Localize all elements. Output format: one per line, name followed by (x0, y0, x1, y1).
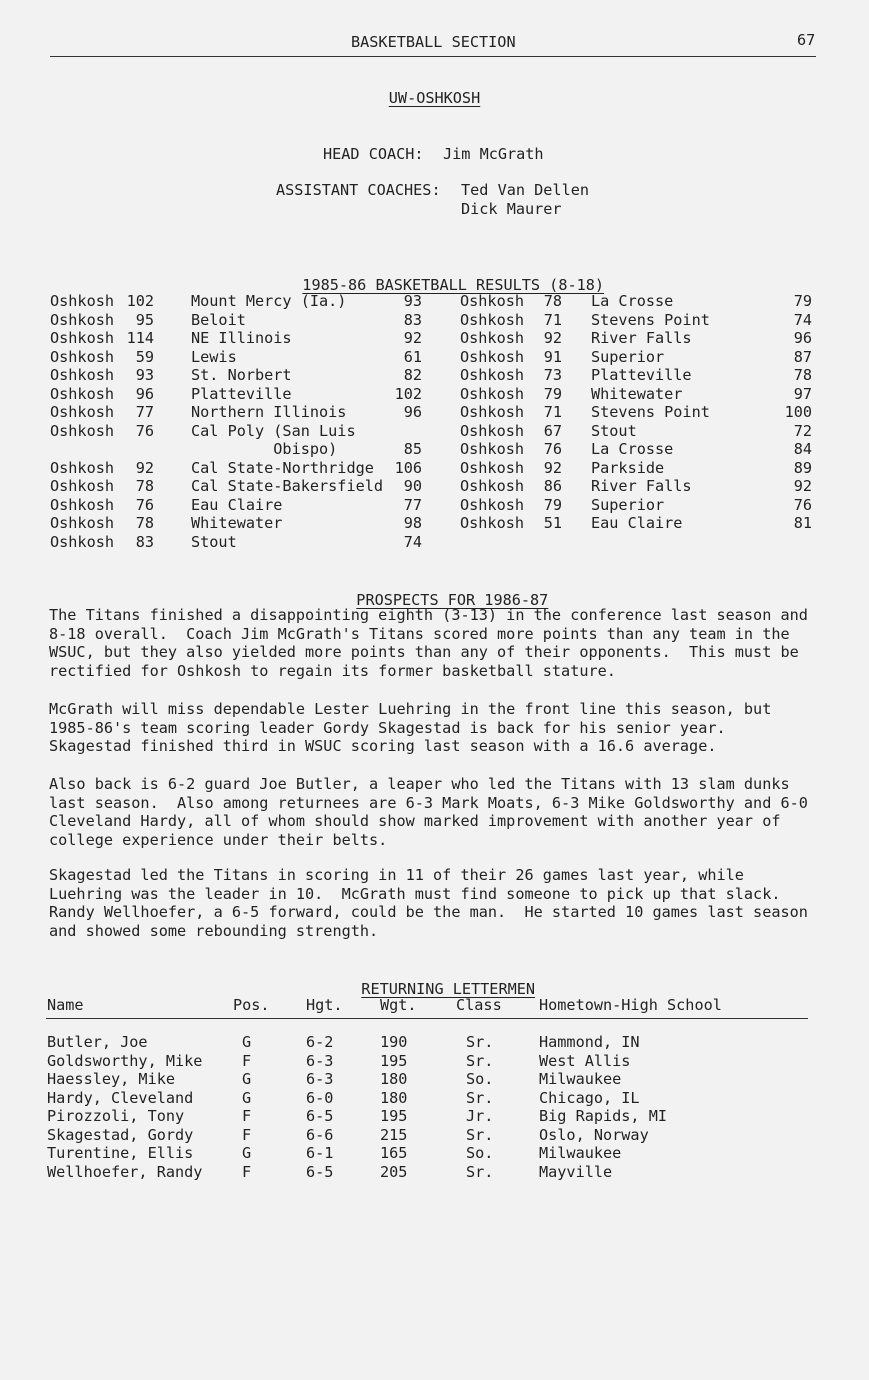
result-score: 79 (543, 384, 562, 403)
section-title: BASKETBALL SECTION (351, 33, 516, 51)
result-team: Oshkosh (460, 366, 525, 384)
result-score: 71 (543, 310, 562, 329)
result-team: Oshkosh (460, 421, 525, 440)
result-opponent: Superior (591, 347, 665, 366)
result-score: 92 (543, 329, 562, 347)
lettermen-cell: 6-2 (306, 1033, 334, 1051)
prospects-line: last season. Also among returnees are 6-3 Mark Moats, 6-3 Mike Goldsworthy and 6-0 (49, 793, 808, 812)
result-team: Oshkosh (50, 532, 115, 551)
prospects-line: Luehring was the leader in 10. McGrath must find someone to pick up that slack. (49, 884, 781, 903)
school-title: UW-OSHKOSH (388, 89, 481, 107)
lettermen-table-rule (46, 1018, 808, 1019)
lettermen-cell: Wellhoefer, Randy (47, 1162, 203, 1181)
lettermen-cell: Pirozzoli, Tony (47, 1107, 185, 1125)
prospects-line: The Titans finished a disappointing eighth (3-13) in the conference last season and (49, 606, 808, 624)
lettermen-cell: West Allis (539, 1051, 631, 1070)
lettermen-cell: 6-5 (306, 1162, 334, 1181)
lettermen-column-header: Name (47, 996, 84, 1014)
lettermen-cell: Milwaukee (539, 1070, 622, 1088)
result-team: Oshkosh (50, 384, 115, 403)
result-opponent-score: 74 (403, 532, 422, 551)
lettermen-cell: So. (466, 1144, 494, 1162)
result-score: 67 (543, 421, 562, 440)
result-opponent: River Falls (591, 329, 692, 347)
lettermen-cell: F (242, 1125, 252, 1144)
lettermen-column-header: Hometown-High School (539, 996, 722, 1014)
lettermen-cell: Oslo, Norway (539, 1125, 649, 1144)
result-opponent: Mount Mercy (Ia.) (191, 292, 347, 310)
prospects-line: 1985-86's team scoring leader Gordy Skagestad is back for his senior year. (49, 718, 726, 737)
result-score: 76 (135, 421, 154, 440)
result-opponent-score: 89 (793, 458, 812, 477)
lettermen-cell: F (242, 1107, 252, 1125)
result-opponent-score: 92 (403, 329, 422, 347)
lettermen-cell: Sr. (466, 1033, 494, 1051)
result-opponent-score: 81 (793, 514, 812, 532)
lettermen-cell: Sr. (466, 1051, 494, 1070)
result-score: 51 (543, 514, 562, 532)
result-opponent-score: 79 (793, 292, 812, 310)
result-opponent-score: 72 (793, 421, 812, 440)
result-team: Oshkosh (50, 458, 115, 477)
head-coach-label: HEAD COACH: (323, 145, 424, 163)
result-score: 76 (135, 495, 154, 514)
lettermen-cell: Hardy, Cleveland (47, 1088, 194, 1107)
result-score: 92 (543, 458, 562, 477)
result-opponent-score: 102 (394, 384, 422, 403)
lettermen-column-header: Hgt. (306, 996, 343, 1014)
result-opponent: Parkside (591, 458, 665, 477)
result-opponent: Platteville (191, 384, 292, 403)
lettermen-cell: Haessley, Mike (47, 1070, 176, 1088)
lettermen-cell: Sr. (466, 1088, 494, 1107)
results-heading-wrap (284, 257, 604, 294)
result-opponent: Whitewater (191, 514, 283, 532)
result-team: Oshkosh (50, 292, 115, 310)
lettermen-column-header: Class (456, 996, 502, 1014)
result-team: Oshkosh (460, 292, 525, 310)
prospects-line: Skagestad finished third in WSUC scoring last season with a 16.6 average. (49, 737, 717, 755)
result-opponent: NE Illinois (191, 329, 292, 347)
result-opponent: Whitewater (591, 384, 683, 403)
result-score: 77 (135, 403, 154, 421)
result-opponent: St. Norbert (191, 366, 292, 384)
result-opponent-score: 78 (793, 366, 812, 384)
lettermen-cell: 215 (380, 1125, 408, 1144)
result-team: Oshkosh (460, 384, 525, 403)
header-rule (50, 56, 816, 57)
result-score: 93 (135, 366, 154, 384)
result-opponent: Superior (591, 495, 665, 514)
lettermen-cell: Hammond, IN (539, 1033, 640, 1051)
prospects-line: Randy Wellhoefer, a 6-5 forward, could be the man. He started 10 games last season (49, 903, 808, 921)
result-opponent: River Falls (591, 477, 692, 495)
result-opponent: Cal State-Bakersfield (191, 477, 384, 495)
result-opponent: Obispo) (191, 440, 338, 458)
lettermen-heading: RETURNING LETTERMEN (361, 979, 536, 998)
lettermen-cell: 6-6 (306, 1125, 334, 1144)
result-score: 78 (135, 477, 154, 495)
result-score: 73 (543, 366, 562, 384)
prospects-line: Skagestad led the Titans in scoring in 11 of their 26 games last year, while (49, 866, 744, 884)
lettermen-cell: 195 (380, 1051, 408, 1070)
lettermen-heading-wrap (343, 961, 535, 998)
result-score: 102 (126, 292, 154, 310)
result-opponent-score: 83 (403, 310, 422, 329)
lettermen-cell: Chicago, IL (539, 1088, 640, 1107)
result-opponent: Cal Poly (San Luis (191, 421, 356, 440)
result-team: Oshkosh (460, 329, 525, 347)
lettermen-column-header: Pos. (233, 996, 270, 1014)
result-opponent-score: 96 (793, 329, 812, 347)
result-opponent-score: 76 (793, 495, 812, 514)
result-opponent: Stout (591, 421, 637, 440)
result-team: Oshkosh (50, 421, 115, 440)
results-heading: 1985-86 BASKETBALL RESULTS (8-18) (302, 275, 605, 294)
result-opponent: La Crosse (591, 440, 674, 458)
result-opponent: Platteville (591, 366, 692, 384)
lettermen-cell: G (242, 1144, 252, 1162)
result-team: Oshkosh (460, 477, 525, 495)
lettermen-cell: 190 (380, 1033, 408, 1051)
result-team: Oshkosh (50, 347, 115, 366)
prospects-line: and showed some rebounding strength. (49, 921, 379, 940)
result-opponent-score: 93 (403, 292, 422, 310)
lettermen-column-header: Wgt. (380, 996, 417, 1014)
result-score: 79 (543, 495, 562, 514)
result-opponent-score: 82 (403, 366, 422, 384)
prospects-line: Also back is 6-2 guard Joe Butler, a leaper who led the Titans with 13 slam dunks (49, 775, 790, 793)
result-opponent-score: 77 (403, 495, 422, 514)
result-score: 71 (543, 403, 562, 421)
result-opponent-score: 85 (403, 440, 422, 458)
lettermen-cell: 195 (380, 1107, 408, 1125)
lettermen-cell: 180 (380, 1070, 408, 1088)
result-team: Oshkosh (460, 514, 525, 532)
school-title-wrap (0, 89, 869, 108)
result-opponent-score: 90 (403, 477, 422, 495)
result-opponent-score: 98 (403, 514, 422, 532)
prospects-line: rectified for Oshkosh to regain its former basketball stature. (49, 661, 616, 680)
result-score: 86 (543, 477, 562, 495)
lettermen-cell: Turentine, Ellis (47, 1144, 194, 1162)
lettermen-cell: 6-0 (306, 1088, 334, 1107)
result-score: 92 (135, 458, 154, 477)
result-opponent: Eau Claire (591, 514, 683, 532)
result-team: Oshkosh (50, 366, 115, 384)
page-number: 67 (797, 31, 816, 49)
prospects-line: college experience under their belts. (49, 830, 388, 849)
lettermen-cell: Sr. (466, 1125, 494, 1144)
lettermen-cell: G (242, 1033, 252, 1051)
result-opponent-score: 97 (793, 384, 812, 403)
result-score: 78 (135, 514, 154, 532)
result-team: Oshkosh (50, 403, 115, 421)
result-team: Oshkosh (460, 310, 525, 329)
result-score: 59 (135, 347, 154, 366)
result-team: Oshkosh (460, 440, 525, 458)
result-team: Oshkosh (460, 495, 525, 514)
result-opponent-score: 74 (793, 310, 812, 329)
lettermen-cell: F (242, 1162, 252, 1181)
result-opponent: Stevens Point (591, 310, 710, 329)
result-team: Oshkosh (50, 477, 115, 495)
result-team: Oshkosh (50, 495, 115, 514)
result-opponent-score: 106 (394, 458, 422, 477)
result-score: 91 (543, 347, 562, 366)
result-opponent-score: 100 (784, 403, 812, 421)
lettermen-cell: 6-5 (306, 1107, 334, 1125)
result-score: 114 (126, 329, 154, 347)
lettermen-cell: Sr. (466, 1162, 494, 1181)
result-opponent-score: 61 (403, 347, 422, 366)
result-opponent-score: 87 (793, 347, 812, 366)
lettermen-cell: 6-1 (306, 1144, 334, 1162)
lettermen-cell: Skagestad, Gordy (47, 1125, 194, 1144)
result-opponent: Lewis (191, 347, 237, 366)
lettermen-cell: Goldsworthy, Mike (47, 1051, 203, 1070)
assistant-coaches-label: ASSISTANT COACHES: (276, 181, 441, 199)
result-team: Oshkosh (50, 329, 115, 347)
assistant-coach-1: Ted Van Dellen (461, 181, 590, 199)
prospects-line: WSUC, but they also yielded more points than any of their opponents. This must be (49, 643, 799, 661)
lettermen-cell: 6-3 (306, 1070, 334, 1088)
lettermen-cell: G (242, 1088, 252, 1107)
result-opponent-score: 96 (403, 403, 422, 421)
lettermen-cell: 6-3 (306, 1051, 334, 1070)
result-team: Oshkosh (50, 514, 115, 532)
result-opponent: Beloit (191, 310, 246, 329)
result-team: Oshkosh (460, 458, 525, 477)
result-opponent: La Crosse (591, 292, 674, 310)
result-score: 78 (543, 292, 562, 310)
lettermen-cell: G (242, 1070, 252, 1088)
lettermen-cell: Mayville (539, 1162, 613, 1181)
lettermen-cell: Big Rapids, MI (539, 1107, 668, 1125)
result-score: 83 (135, 532, 154, 551)
lettermen-cell: Butler, Joe (47, 1033, 148, 1051)
result-team: Oshkosh (460, 403, 525, 421)
lettermen-cell: So. (466, 1070, 494, 1088)
head-coach-name: Jim McGrath (443, 145, 544, 163)
prospects-heading: PROSPECTS FOR 1986-87 (356, 590, 549, 609)
result-team: Oshkosh (50, 310, 115, 329)
assistant-coach-2: Dick Maurer (461, 200, 562, 218)
result-opponent: Cal State-Northridge (191, 458, 374, 477)
result-opponent: Northern Illinois (191, 403, 347, 421)
result-opponent-score: 84 (793, 440, 812, 458)
prospects-heading-wrap (338, 572, 548, 609)
result-opponent: Stout (191, 532, 237, 551)
lettermen-cell: 165 (380, 1144, 408, 1162)
result-opponent-score: 92 (793, 477, 812, 495)
lettermen-cell: F (242, 1051, 252, 1070)
prospects-line: Cleveland Hardy, all of whom should show marked improvement with another year of (49, 812, 781, 830)
result-team: Oshkosh (460, 347, 525, 366)
lettermen-cell: 205 (380, 1162, 408, 1181)
result-opponent: Stevens Point (591, 403, 710, 421)
prospects-line: McGrath will miss dependable Lester Luehring in the front line this season, but (49, 700, 772, 718)
lettermen-cell: Milwaukee (539, 1144, 622, 1162)
lettermen-cell: Jr. (466, 1107, 494, 1125)
result-opponent: Eau Claire (191, 495, 283, 514)
prospects-line: 8-18 overall. Coach Jim McGrath's Titans scored more points than any team in the (49, 624, 790, 643)
result-score: 76 (543, 440, 562, 458)
result-score: 95 (135, 310, 154, 329)
result-score: 96 (135, 384, 154, 403)
lettermen-cell: 180 (380, 1088, 408, 1107)
